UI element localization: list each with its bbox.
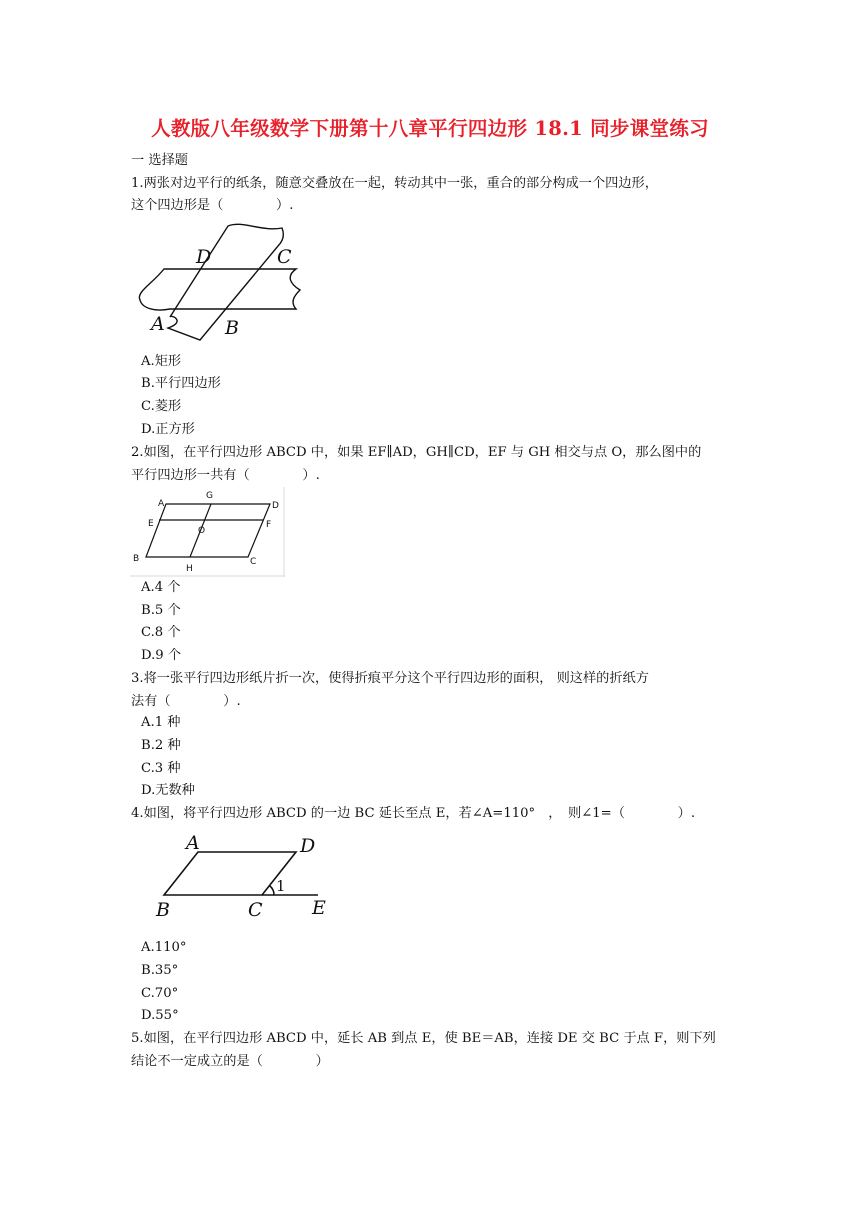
question-2-option-b: B.5 个 (141, 603, 181, 618)
question-1-stem-line-2: 这个四边形是（ ）. (131, 198, 294, 213)
label-C: C (277, 246, 292, 268)
label-C: C (248, 899, 263, 921)
label-E: E (312, 897, 326, 919)
label-B: B (156, 899, 170, 921)
question-5-stem-line-1: 5.如图，在平行四边形 ABCD 中，延长 AB 到点 E，使 BE＝AB，连接 DE 交 BC 于点 F，则下列 (131, 1031, 716, 1046)
label-A: A (186, 832, 200, 854)
question-4-figure (150, 830, 335, 922)
question-4-option-b: B.35° (141, 963, 179, 978)
question-2-stem-line-1: 2.如图，在平行四边形 ABCD 中，如果 EF∥AD，GH∥CD，EF 与 GH 相交与点 O，那么图中的 (131, 445, 702, 460)
label-B: B (225, 317, 239, 339)
question-3-stem-line-1: 3.将一张平行四边形纸片折一次，使得折痕平分这个平行四边形的面积， 则这样的折纸方 (131, 671, 649, 686)
label-E: E (148, 519, 154, 529)
question-3-option-a: A.1 种 (141, 715, 181, 730)
question-3-stem-line-2: 法有（ ）. (131, 694, 241, 709)
question-4-option-a: A.110° (141, 940, 187, 955)
question-4-option-d: D.55° (141, 1008, 179, 1023)
question-1-option-a: A.矩形 (141, 354, 182, 369)
page-title: 人教版八年级数学下册第十八章平行四边形 18.1 同步课堂练习 (151, 117, 709, 140)
question-1-figure (130, 222, 305, 344)
label-G: G (206, 491, 213, 501)
label-C: C (250, 557, 257, 567)
angle-1-arc (270, 886, 274, 895)
label-D: D (300, 835, 316, 857)
label-A: A (151, 313, 165, 335)
question-2-option-a: A.4 个 (141, 580, 181, 595)
label-H: H (186, 564, 193, 574)
question-1-stem-line-1: 1.两张对边平行的纸条，随意交叠放在一起，转动其中一张，重合的部分构成一个四边形， (131, 176, 658, 191)
question-2-option-d: D.9 个 (141, 648, 182, 663)
question-3-option-c: C.3 种 (141, 761, 181, 776)
label-D: D (196, 246, 212, 268)
question-3-option-d: D.无数种 (141, 783, 195, 798)
question-2-option-c: C.8 个 (141, 625, 181, 640)
question-1-option-b: B.平行四边形 (141, 376, 221, 391)
question-1-option-d: D.正方形 (141, 422, 195, 437)
question-4-option-c: C.70° (141, 986, 179, 1001)
label-B: B (133, 554, 140, 564)
label-D: D (272, 501, 279, 511)
question-2-stem-line-2: 平行四边形一共有（ ）. (131, 468, 320, 483)
angle-label-1: 1 (276, 877, 286, 895)
horizontal-paper-strip (139, 269, 300, 310)
question-1-option-c: C.菱形 (141, 399, 182, 414)
question-2-figure (130, 487, 286, 577)
label-A: A (158, 499, 165, 509)
question-5-stem-line-2: 结论不一定成立的是（ ） (131, 1054, 329, 1069)
label-F: F (266, 520, 272, 530)
section-heading: 一 选择题 (131, 153, 188, 168)
label-O: O (198, 526, 206, 536)
question-3-option-b: B.2 种 (141, 738, 181, 753)
question-4-stem-line-1: 4.如图，将平行四边形 ABCD 的一边 BC 延长至点 E，若∠A=110° ， 则∠1=（ ）. (131, 806, 696, 821)
